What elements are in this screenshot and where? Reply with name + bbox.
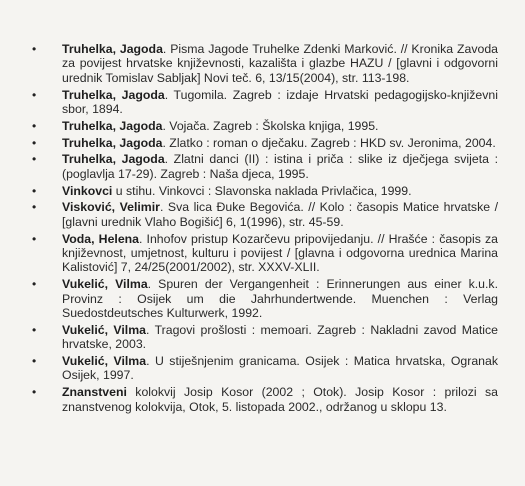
entry-text: . Inhofov pristup Kozarčevu pripovijedanju. // Hrašće : časopis za književnost, umjetnost, kulturu i povijest / [glavna i odgovorna urednica Marina Kalistović] 7, 24/25(2001/2002), str. XXXV-XLII. [62,231,498,275]
bibliography-entry [0,232,525,275]
entry-text: u stihu. Vinkovci : Slavonska naklada Privlačica, 1999. [112,183,412,198]
entry-author: Visković, Velimir [62,200,160,215]
bullet-icon: • [32,87,37,102]
bullet-icon: • [32,200,37,215]
bullet-icon: • [32,354,37,369]
entry-text: . Tragovi prošlosti : memoari. Zagreb : Nakladni zavod Matice hrvatske, 2003. [62,322,499,352]
entry-author: Znanstveni [62,385,127,400]
bibliography-entry [0,385,525,414]
entry-author: Voda, Helena [62,231,140,246]
entry-author: Truhelka, Jagoda [62,135,163,150]
bibliography-entry [0,119,525,133]
entry-author: Truhelka, Jagoda [62,42,163,56]
entry-text: . Pisma Jagode Truhelke Zdenki Marković. // Kronika Zavoda za povijest hrvatske književnosti, kazališta i glazbe HAZU / [glavni i odgovorni urednik Tomislav Sabljak] Novi teč. 6, 13/15(2004), str. 113-198. [62,42,499,85]
entry-author: Truhelka, Jagoda [62,118,163,133]
bullet-icon: • [32,183,37,198]
bullet-icon: • [32,118,37,133]
bibliography-entry [0,42,525,85]
bibliography-list [0,42,525,416]
entry-author: Vinkovci [62,183,113,198]
bullet-icon: • [32,231,37,246]
bibliography-entry [0,88,525,117]
entry-text: kolokvij Josip Kosor (2002 ; Otok). Josip Kosor : prilozi sa znanstvenog kolokvija, Otok, 5. listopada 2002., održanog u sklopu 13. [62,385,498,414]
entry-text: . Vojača. Zagreb : Školska knjiga, 1995. [162,118,379,133]
entry-text: . Tugomila. Zagreb : izdaje Hrvatski pedagogijsko-književni sbor, 1894. [62,87,498,117]
bullet-icon: • [32,277,37,292]
entry-text: . Spuren der Vergangenheit : Erinnerungen aus einer k.u.k. Provinz : Osijek um die Jahrhundertwende. Muenchen : Verlag Suedostdeutsches Kulturwerk, 1992. [62,277,498,321]
entry-author: Truhelka, Jagoda [62,152,165,167]
bullet-icon: • [32,42,37,56]
bibliography-entry [0,323,525,352]
entry-author: Vukelić, Vilma [62,277,148,292]
entry-author: Vukelić, Vilma [62,322,147,337]
bibliography-entry [0,152,525,181]
bullet-icon: • [32,135,37,150]
entry-author: Truhelka, Jagoda [62,87,165,102]
bibliography-entry [0,200,525,229]
entry-text: . U stiješnjenim granicama. Osijek : Matica hrvatska, Ogranak Osijek, 1997. [62,354,498,383]
bibliography-entry [0,277,525,320]
bibliography-entry [0,184,525,198]
entry-author: Vukelić, Vilma [62,354,147,369]
entry-text: . Zlatko : roman o dječaku. Zagreb : HKD sv. Jeronima, 2004. [162,135,496,150]
bullet-icon: • [32,322,37,337]
entry-text: . Zlatni danci (II) : istina i priča : slike iz dječjega svijeta : (poglavlja 17-29). Zagreb : Naša djeca, 1995. [62,152,498,181]
entry-text: . Sva lica Đuke Begovića. // Kolo : časopis Matice hrvatske / [glavni urednik Vlaho Bogišić] 6, 1(1996), str. 45-59. [62,200,498,229]
bullet-icon: • [32,385,37,400]
bibliography-entry [0,354,525,383]
bibliography-entry [0,136,525,150]
bullet-icon: • [32,152,37,167]
